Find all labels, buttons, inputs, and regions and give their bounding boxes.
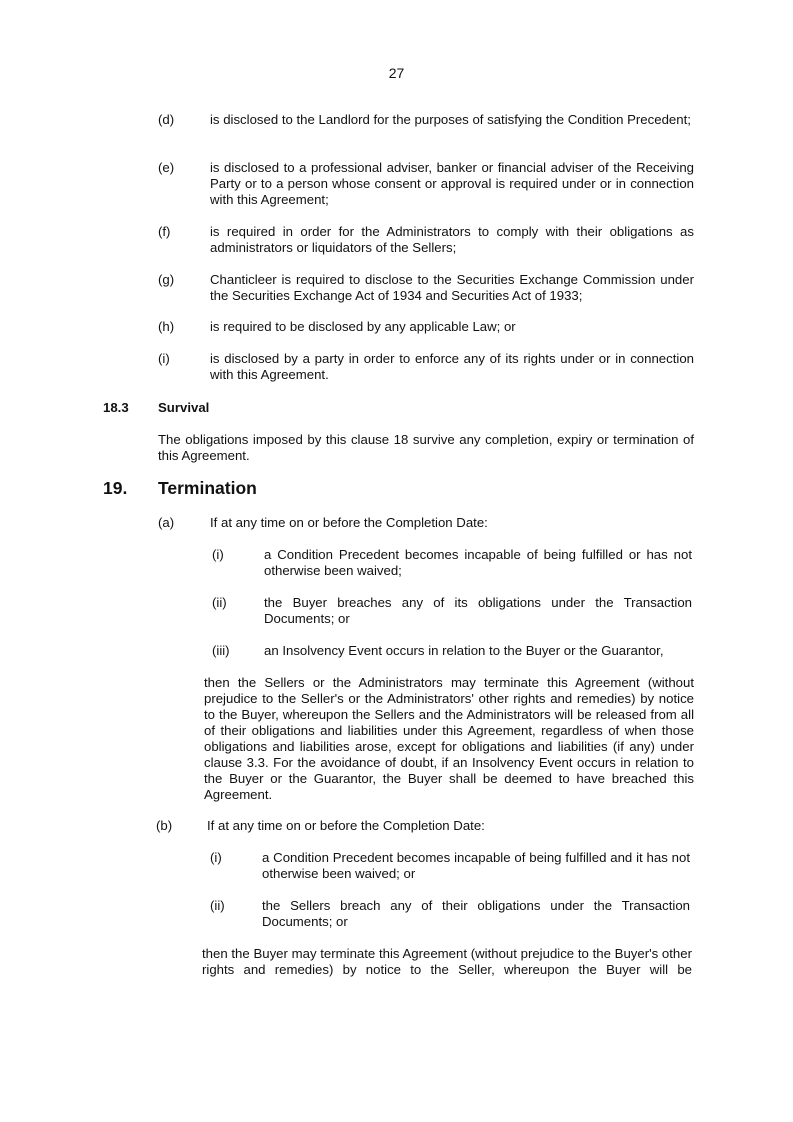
clause-intro: If at any time on or before the Completion Date: xyxy=(207,818,485,833)
subitem-text: an Insolvency Event occurs in relation to the Buyer or the Guarantor, xyxy=(264,643,664,658)
subitem-label: (i) xyxy=(212,547,224,562)
item-text: is required to be disclosed by any applicable Law; or xyxy=(210,319,516,334)
subitem-text: a Condition Precedent becomes incapable of being fulfilled or has not otherwise been waived; xyxy=(264,547,692,578)
subitem-label: (ii) xyxy=(212,595,227,610)
clause-label: (a) xyxy=(158,515,175,530)
clause-outro: then the Buyer may terminate this Agreement (without prejudice to the Buyer's other rights and remedies) by notice to the Seller, whereupon the Buyer will be xyxy=(202,946,692,977)
item-label: (g) xyxy=(158,272,175,287)
page-number: 27 xyxy=(388,65,405,81)
item-label: (d) xyxy=(158,112,175,127)
item-text: is disclosed by a party in order to enforce any of its rights under or in connection with this Agreement. xyxy=(210,351,694,382)
item-text: is disclosed to the Landlord for the purposes of satisfying the Condition Precedent; xyxy=(210,112,691,127)
section-heading: Termination xyxy=(158,478,257,498)
section-number: 18.3 xyxy=(103,400,129,415)
subitem-text: a Condition Precedent becomes incapable of being fulfilled and it has not otherwise been waived; or xyxy=(262,850,690,881)
subitem-label: (i) xyxy=(210,850,222,865)
subitem-label: (iii) xyxy=(212,643,230,658)
section-heading: Survival xyxy=(158,400,210,415)
subitem-text: the Buyer breaches any of its obligations under the Transaction Documents; or xyxy=(264,595,692,626)
item-text: is disclosed to a professional adviser, banker or financial adviser of the Receiving Party or to a person whose consent or approval is required under or in connection with this Agreement; xyxy=(210,160,694,207)
item-label: (f) xyxy=(158,224,171,239)
section-number: 19. xyxy=(103,478,128,498)
clause-label: (b) xyxy=(156,818,173,833)
section-text: The obligations imposed by this clause 18 survive any completion, expiry or termination of this Agreement. xyxy=(158,432,694,463)
clause-outro: then the Sellers or the Administrators may terminate this Agreement (without prejudice to the Seller's or the Administrators' other rights and remedies) by notice to the Buyer, whereupon the Sellers and the Administrators will be released from all of their obligations and liabilities under this Agreement, regardless of when those obligations and liabilities arose, except for obligations and liabilities (if any) under clause 3.3. For the avoidance of doubt, if an Insolvency Event occurs in relation to the Buyer or the Guarantor, the Buyer shall be deemed to have breached this Agreement. xyxy=(204,675,694,802)
item-text: is required in order for the Administrators to comply with their obligations as administrators or liquidators of the Sellers; xyxy=(210,224,694,255)
item-label: (h) xyxy=(158,319,175,334)
clause-intro: If at any time on or before the Completion Date: xyxy=(210,515,488,530)
item-label: (i) xyxy=(158,351,170,366)
item-label: (e) xyxy=(158,160,175,175)
item-text: Chanticleer is required to disclose to the Securities Exchange Commission under the Securities Exchange Act of 1934 and Securities Act of 1933; xyxy=(210,272,694,303)
subitem-label: (ii) xyxy=(210,898,225,913)
subitem-text: the Sellers breach any of their obligations under the Transaction Documents; or xyxy=(262,898,690,929)
